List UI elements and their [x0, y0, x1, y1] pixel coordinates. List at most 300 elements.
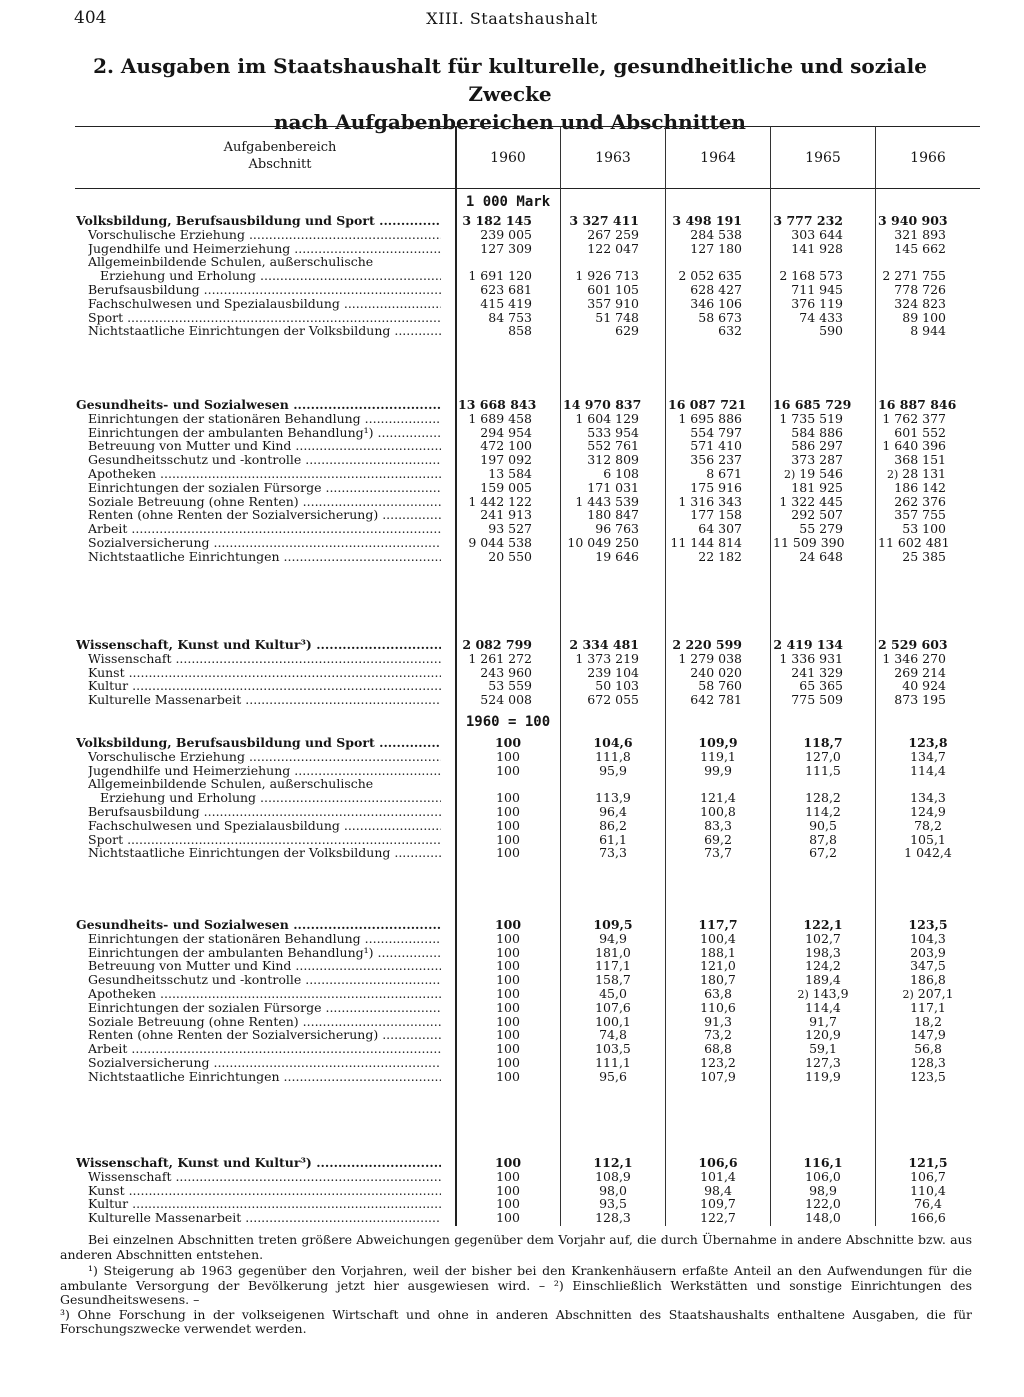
cell-value: 40 924 [902, 678, 946, 693]
cell-value: 1 604 129 [575, 411, 639, 426]
cell-value: 1 443 539 [575, 494, 639, 509]
row-label [88, 1197, 441, 1211]
cell-value: 63,8 [704, 986, 732, 1001]
value-cell-1965 [773, 1211, 873, 1225]
row-label-text: Arbeit [88, 522, 128, 536]
value-cell-1960 [458, 987, 558, 1001]
value-cell-1965 [773, 550, 843, 564]
value-cell-1964 [668, 693, 742, 707]
row-label-text: Arbeit [88, 1042, 128, 1056]
cell-value: 590 [819, 323, 843, 338]
table-row [0, 1170, 1024, 1184]
cell-value: 89 100 [902, 310, 946, 325]
cell-value: 346 106 [690, 296, 742, 311]
value-cell-1963 [563, 1001, 663, 1015]
value-cell-1965 [773, 214, 843, 228]
table-title [60, 52, 960, 136]
table-row [0, 846, 1024, 860]
cell-value: 6 108 [603, 466, 639, 481]
row-label [88, 693, 441, 707]
row-label-text: Einrichtungen der sozialen Fürsorge [88, 481, 322, 495]
value-cell-1964 [668, 736, 768, 750]
value-cell-1965 [773, 453, 843, 467]
value-cell-1966 [878, 1056, 978, 1070]
value-cell-1963 [563, 973, 663, 987]
cell-value: 1 261 272 [468, 651, 532, 666]
table-row [0, 453, 1024, 467]
cell-value: 121,5 [908, 1155, 948, 1170]
table-row [0, 1070, 1024, 1084]
section-title-row [0, 736, 1024, 750]
cell-value: 73,7 [704, 845, 732, 860]
row-label [88, 324, 441, 338]
cell-value: 100 [496, 1196, 520, 1211]
value-cell-1960 [458, 652, 532, 666]
cell-value: 100 [496, 972, 520, 987]
table-row [0, 777, 1024, 791]
value-cell-1960 [458, 1170, 558, 1184]
row-label-text: Vorschulische Erziehung [88, 228, 245, 242]
table-row [0, 1001, 1024, 1015]
cell-value: 112,1 [593, 1155, 633, 1170]
table-row [0, 550, 1024, 564]
chapter-header: XIII. Staatshaushalt [426, 9, 598, 28]
unit-label-index: 1960 = 100 [465, 714, 551, 730]
cell-value: 123,5 [908, 917, 948, 932]
row-label [88, 946, 441, 960]
section-title-row [0, 1156, 1024, 1170]
value-cell-1965 [773, 397, 852, 412]
value-cell-1960 [458, 764, 558, 778]
cell-value: 100 [496, 1069, 520, 1084]
table-row [0, 791, 1024, 805]
cell-value: 55 279 [799, 521, 843, 536]
value-cell-1965 [773, 269, 843, 283]
table-row [0, 283, 1024, 297]
row-label [88, 508, 441, 522]
cell-value: 117,1 [910, 1000, 946, 1015]
cell-value: 100 [494, 735, 522, 750]
cell-value: 292 507 [791, 507, 843, 522]
row-label-text: Betreuung von Mutter und Kind [88, 959, 292, 973]
cell-value: 186 142 [894, 480, 946, 495]
row-label-text: Gesundheitsschutz und -kontrolle [88, 453, 302, 467]
cell-value: 158,7 [595, 972, 631, 987]
value-cell-1965 [773, 1156, 873, 1170]
row-label [88, 255, 441, 269]
table-row [0, 522, 1024, 536]
cell-value: 180 847 [587, 507, 639, 522]
label-column-header [110, 139, 450, 173]
table-row [0, 959, 1024, 973]
table-row [0, 973, 1024, 987]
section-title-row [0, 398, 1024, 412]
value-cell-1965 [773, 791, 873, 805]
table-row [0, 412, 1024, 426]
value-cell-1963 [563, 987, 663, 1001]
cell-value: 1 691 120 [468, 268, 532, 283]
value-cell-1963 [563, 283, 639, 297]
table-row [0, 819, 1024, 833]
cell-value: 3 940 903 [878, 213, 948, 228]
cell-value: 3 327 411 [569, 213, 639, 228]
cell-value: 134,7 [910, 749, 946, 764]
value-cell-1960 [458, 481, 532, 495]
row-label [88, 453, 441, 467]
table-row [0, 987, 1024, 1001]
row-label-text: Kulturelle Massenarbeit [88, 1211, 242, 1225]
value-cell-1960 [458, 791, 558, 805]
value-cell-1960 [458, 439, 532, 453]
value-cell-1960 [458, 324, 532, 338]
cell-value: 171 031 [587, 480, 639, 495]
value-cell-1965 [773, 324, 843, 338]
section-title-row [0, 638, 1024, 652]
table-row [0, 228, 1024, 242]
footnotes [60, 1233, 972, 1337]
value-cell-1964 [668, 1156, 768, 1170]
value-cell-1966 [878, 522, 946, 536]
value-cell-1960 [458, 283, 532, 297]
section-title-row [0, 918, 1024, 932]
table-row [0, 536, 1024, 550]
title-line-2: nach Aufgabenbereichen und Abschnitten [274, 110, 746, 134]
value-cell-1964 [668, 819, 768, 833]
value-cell-1966 [878, 764, 978, 778]
value-cell-1965 [773, 439, 843, 453]
cell-value: 119,9 [805, 1069, 841, 1084]
cell-value: 100 [496, 1210, 520, 1225]
cell-value: 59,1 [809, 1041, 837, 1056]
cell-value: 14 970 837 [563, 397, 642, 412]
value-cell-1966 [878, 1070, 978, 1084]
cell-value: 1 695 886 [678, 411, 742, 426]
value-cell-1960 [458, 508, 532, 522]
cell-value: 98,0 [599, 1183, 627, 1198]
value-cell-1965 [773, 1056, 873, 1070]
cell-value: 1 322 445 [779, 494, 843, 509]
value-cell-1965 [773, 819, 873, 833]
value-cell-1960 [458, 846, 558, 860]
cell-value: 106,6 [698, 1155, 738, 1170]
row-label-text: Nichtstaatliche Einrichtungen [88, 1070, 280, 1084]
value-cell-1964 [668, 214, 742, 228]
cell-value: 25 385 [902, 549, 946, 564]
cell-value: 19 646 [595, 549, 639, 564]
cell-value: 175 916 [690, 480, 742, 495]
cell-value: 9 044 538 [468, 535, 532, 550]
value-cell-1966 [878, 1170, 978, 1184]
value-cell-1960 [458, 693, 532, 707]
cell-value: 1 442 122 [468, 494, 532, 509]
cell-value: 554 797 [690, 425, 742, 440]
cell-value: 303 644 [791, 227, 843, 242]
row-label-text: Apotheken [88, 467, 157, 481]
cell-value: 100 [496, 958, 520, 973]
cell-value: 2 168 573 [779, 268, 843, 283]
cell-value: 2 529 603 [878, 637, 948, 652]
cell-value: 267 259 [587, 227, 639, 242]
value-cell-1965 [773, 679, 843, 693]
cell-value: 118,7 [803, 735, 843, 750]
cell-value: 109,5 [593, 917, 633, 932]
cell-value: 16 685 729 [773, 397, 852, 412]
cell-value: 101,4 [700, 1169, 736, 1184]
value-cell-1966 [878, 228, 946, 242]
column-header-1963: 1963 [595, 150, 631, 166]
table-row [0, 242, 1024, 256]
cell-value: 106,0 [805, 1169, 841, 1184]
cell-value: 107,9 [700, 1069, 736, 1084]
row-label-text: Renten (ohne Renten der Sozialversicherung) [88, 508, 379, 522]
table-row [0, 764, 1024, 778]
cell-value: 180,7 [700, 972, 736, 987]
value-cell-1963 [563, 932, 663, 946]
value-cell-1960 [458, 1001, 558, 1015]
cell-value: 1 279 038 [678, 651, 742, 666]
row-label [88, 426, 441, 440]
table-row [0, 679, 1024, 693]
row-label [88, 242, 441, 256]
cell-value: 3 182 145 [462, 213, 532, 228]
cell-value: 100 [496, 1055, 520, 1070]
cell-value: 124,9 [910, 804, 946, 819]
row-label-text: Nichtstaatliche Einrichtungen [88, 550, 280, 564]
cell-value: 83,3 [704, 818, 732, 833]
value-cell-1963 [563, 481, 639, 495]
value-cell-1966 [878, 508, 946, 522]
value-cell-1965 [773, 508, 843, 522]
cell-value: 95,6 [599, 1069, 627, 1084]
cell-value: 110,4 [910, 1183, 946, 1198]
cell-value: 128,2 [805, 790, 841, 805]
value-cell-1964 [668, 679, 742, 693]
value-cell-1963 [563, 750, 663, 764]
cell-value: 74 433 [799, 310, 843, 325]
cell-value: 24 648 [799, 549, 843, 564]
row-label [88, 987, 441, 1001]
cell-value: 347,5 [910, 958, 946, 973]
value-cell-1965 [773, 536, 843, 550]
table-row [0, 297, 1024, 311]
cell-value: 188,1 [700, 945, 736, 960]
row-label [88, 666, 441, 680]
cell-value: 105,1 [910, 832, 946, 847]
row-label [88, 1015, 441, 1029]
row-label-text: Erziehung und Erholung [100, 269, 257, 283]
value-cell-1963 [563, 736, 663, 750]
table-row [0, 652, 1024, 666]
cell-value: 127,0 [805, 749, 841, 764]
cell-value: 100 [496, 1027, 520, 1042]
cell-value: 571 410 [690, 438, 742, 453]
column-header-1964: 1964 [700, 150, 736, 166]
row-label-text: Vorschulische Erziehung [88, 750, 245, 764]
cell-value: 121,4 [700, 790, 736, 805]
row-label-text: Einrichtungen der ambulanten Behandlung¹) [88, 426, 374, 440]
value-cell-1960 [458, 918, 558, 932]
table-row [0, 508, 1024, 522]
cell-value: 114,2 [805, 804, 841, 819]
row-label-text: Wissenschaft [88, 1170, 172, 1184]
cell-value: 533 954 [587, 425, 639, 440]
cell-value: 1 735 519 [779, 411, 843, 426]
row-label-text: Sport [88, 833, 124, 847]
cell-value: 100 [496, 931, 520, 946]
cell-value: 50 103 [595, 678, 639, 693]
footnote-marker: 2) [886, 468, 899, 481]
cell-value: 53 559 [488, 678, 532, 693]
value-cell-1965 [773, 522, 843, 536]
value-cell-1964 [668, 283, 742, 297]
row-label [88, 1211, 441, 1225]
cell-value: 107,6 [595, 1000, 631, 1015]
row-label-text: Kultur [88, 1197, 129, 1211]
cell-value: 11 602 481 [878, 535, 950, 550]
value-cell-1965 [773, 973, 873, 987]
value-cell-1965 [773, 412, 843, 426]
cell-value: 127 309 [480, 241, 532, 256]
value-cell-1965 [773, 1170, 873, 1184]
row-label-text: Wissenschaft, Kunst und Kultur³) [76, 638, 312, 652]
value-cell-1960 [458, 536, 532, 550]
value-cell-1963 [563, 297, 639, 311]
cell-value: 108,9 [595, 1169, 631, 1184]
cell-value: 2 220 599 [672, 637, 742, 652]
cell-value: 239 005 [480, 227, 532, 242]
row-label-text: Nichtstaatliche Einrichtungen der Volksbildung [88, 846, 391, 860]
cell-value: 100 [496, 1041, 520, 1056]
cell-value: 128,3 [595, 1210, 631, 1225]
row-label-text: Nichtstaatliche Einrichtungen der Volksbildung [88, 324, 391, 338]
cell-value: 91,7 [809, 1014, 837, 1029]
cell-value: 93,5 [599, 1196, 627, 1211]
cell-value: 87,8 [809, 832, 837, 847]
value-cell-1964 [668, 1197, 768, 1211]
value-cell-1964 [668, 1070, 768, 1084]
value-cell-1964 [668, 846, 768, 860]
cell-value: 16 087 721 [668, 397, 747, 412]
value-cell-1965 [773, 1042, 873, 1056]
value-cell-1963 [563, 1156, 663, 1170]
value-cell-1964 [668, 550, 742, 564]
value-cell-1966 [878, 1211, 978, 1225]
value-cell-1960 [458, 228, 532, 242]
row-label-text: Erziehung und Erholung [100, 791, 257, 805]
value-cell-1963 [563, 324, 639, 338]
row-label-text: Einrichtungen der stationären Behandlung [88, 932, 361, 946]
value-cell-1964 [668, 932, 768, 946]
cell-value: 100 [496, 763, 520, 778]
cell-value: 145 662 [894, 241, 946, 256]
cell-value: 120,9 [805, 1027, 841, 1042]
cell-value: 189,4 [805, 972, 841, 987]
cell-value: 78,2 [914, 818, 942, 833]
cell-value: 239 104 [587, 665, 639, 680]
cell-value: 415 419 [480, 296, 532, 311]
value-cell-1960 [458, 973, 558, 987]
unit-label-absolute: 1 000 Mark [465, 194, 551, 210]
value-cell-1966 [878, 242, 946, 256]
table-row [0, 1042, 1024, 1056]
cell-value: 61,1 [599, 832, 627, 847]
cell-value: 2 082 799 [462, 637, 532, 652]
cell-value: 2 419 134 [773, 637, 843, 652]
value-cell-1966 [878, 1001, 978, 1015]
cell-value: 11 144 814 [670, 535, 742, 550]
value-cell-1963 [563, 439, 639, 453]
value-cell-1960 [458, 214, 532, 228]
value-cell-1963 [563, 522, 639, 536]
cell-value: 100 [494, 917, 522, 932]
value-cell-1966 [878, 412, 946, 426]
cell-value: 104,6 [593, 735, 633, 750]
cell-value: 321 893 [894, 227, 946, 242]
cell-value: 601 105 [587, 282, 639, 297]
cell-value: 100,1 [595, 1014, 631, 1029]
value-cell-1964 [668, 297, 742, 311]
footnote-marker: 2) [902, 988, 914, 1001]
value-cell-1963 [563, 508, 639, 522]
value-cell-1960 [458, 297, 532, 311]
value-cell-1964 [668, 397, 747, 412]
value-cell-1960 [458, 522, 532, 536]
cell-value: 873 195 [894, 692, 946, 707]
row-label-text: Einrichtungen der stationären Behandlung [88, 412, 361, 426]
value-cell-1963 [563, 959, 663, 973]
top-rule [75, 126, 980, 127]
cell-value: 1 762 377 [882, 411, 946, 426]
footnote-marker: 2) [797, 988, 809, 1001]
value-cell-1965 [773, 297, 843, 311]
value-cell-1964 [668, 973, 768, 987]
value-cell-1960 [458, 1042, 558, 1056]
cell-value: 134,3 [910, 790, 946, 805]
value-cell-1966 [878, 1156, 978, 1170]
row-label [88, 412, 441, 426]
row-label [88, 1184, 441, 1198]
table-row [0, 932, 1024, 946]
cell-value: 629 [615, 323, 639, 338]
value-cell-1964 [668, 536, 742, 550]
row-label-text: Soziale Betreuung (ohne Renten) [88, 1015, 299, 1029]
row-label-text: Fachschulwesen und Spezialausbildung [88, 297, 340, 311]
value-cell-1965 [773, 932, 873, 946]
cell-value: 472 100 [480, 438, 532, 453]
value-cell-1963 [563, 638, 639, 652]
cell-value: 240 020 [690, 665, 742, 680]
cell-value: 357 910 [587, 296, 639, 311]
cell-value: 368 151 [894, 452, 946, 467]
section-title [76, 918, 441, 932]
value-cell-1966 [878, 1028, 978, 1042]
table-row [0, 1211, 1024, 1225]
value-cell-1966 [878, 959, 978, 973]
cell-value: 241 329 [791, 665, 843, 680]
table-row [0, 467, 1024, 481]
cell-value: 128,3 [910, 1055, 946, 1070]
value-cell-1965 [773, 805, 873, 819]
cell-value: 127 180 [690, 241, 742, 256]
footnote-1-2: ¹) Steigerung ab 1963 gegenüber den Vorjahren, weil der bisher bei den Krankenhäusern erfaßte Anteil an den Aufwendungen für die ambulante Versorgung der Bevölkerung jetzt hier ausgewiesen wird. – ²) Einschließlich Werkstätten und sonstige Einrichtungen des Gesundheitswesens. – [60, 1263, 972, 1307]
value-cell-1960 [458, 242, 532, 256]
cell-value: 356 237 [690, 452, 742, 467]
cell-value: 3 777 232 [773, 213, 843, 228]
cell-value: 181,0 [595, 945, 631, 960]
row-label [100, 269, 441, 283]
section-title-row [0, 214, 1024, 228]
row-label [88, 1170, 441, 1184]
